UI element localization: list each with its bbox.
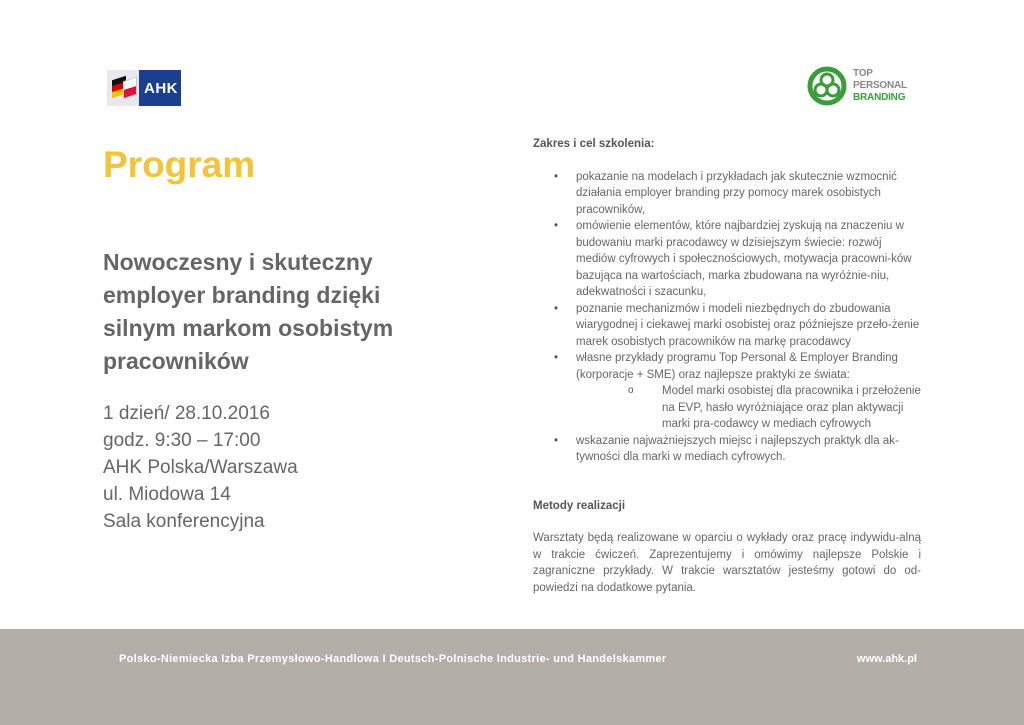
list-item: • wskazanie najważniejszych miejsc i najlepszych praktyk dla ak-tywności dla marki w mediach cyfrowych. [533,433,921,466]
footer-organization: Polsko-Niemiecka Izba Przemysłowo-Handlowa I Deutsch-Polnische Industrie- und Handelskammer [119,653,667,665]
methods-text: Warsztaty będą realizowane w oparciu o wykłady oraz pracę indywidu-alną w trakcie ćwiczeń. Zaprezentujemy i omówimy najlepsze Polskie i zagraniczne przykłady. W trakcie warsztatów jesteśmy gotowi do od-powiedzi na dodatkowe pytania. [533,532,921,594]
methods-heading: Metody realizacji [533,499,626,512]
top-personal-branding-logo [807,66,917,106]
trefoil-icon [807,66,847,106]
scope-list [533,169,921,466]
scope-heading: Zakres i cel szkolenia: [533,138,655,150]
flags-icon [107,70,139,106]
ahk-logo [107,70,181,106]
list-item [533,350,921,433]
tpb-logo-line2: BRANDING [853,92,906,103]
event-time: godz. 9:30 – 17:00 [103,430,261,451]
page-title: Program [103,144,256,185]
list-item: • pokazanie na modelach i przykładach jak skutecznie wzmocnić działania employer branding przy pomocy marek osobistych pracowników, [533,169,921,219]
program-content [533,136,921,596]
list-item: • omówienie elementów, które najbardziej zyskują na znaczeniu w budowaniu marki pracodawcy w dzisiejszym świecie: rozwój mediów cyfrowych i społecznościowych, motywacja pracowni-ków bazująca na wartościach, marka zbudowana na wyróżnie-niu, adekwatności i szacunku, [533,218,921,301]
list-item: • poznanie mechanizmów i modeli niezbędnych do zbudowania wiarygodnej i ciekawej marki osobistej oraz późniejsze przeło-żenie marek osobistych pracowników na markę pracodawcy [533,301,921,351]
event-room: Sala konferencyjna [103,511,265,532]
footer-url: www.ahk.pl [856,653,917,665]
list-item-text: własne przykłady programu Top Personal & Employer Branding (korporacje + SME) oraz najlepsze praktyki ze świata: [576,352,898,381]
ahk-logo-text: AHK [144,79,178,97]
polish-flag-icon [124,78,136,98]
tpb-logo-text [853,68,917,104]
event-date: 1 dzień/ 28.10.2016 [103,403,270,424]
event-venue: AHK Polska/Warszawa [103,457,298,478]
event-details [103,400,298,535]
sub-list-item: o Model marki osobistej dla pracownika i przełożenie na EVP, hasło wyróżniające oraz plan aktywacji marki pra-codawcy w mediach cyfrowych [576,383,921,433]
sub-list [576,383,921,433]
footer-bar [0,629,1024,725]
training-subtitle: Nowoczesny i skuteczny employer branding dzięki silnym markom osobistym pracowników [103,249,394,374]
event-address: ul. Miodowa 14 [103,484,231,505]
tpb-logo-line1: TOP PERSONAL [853,68,907,91]
